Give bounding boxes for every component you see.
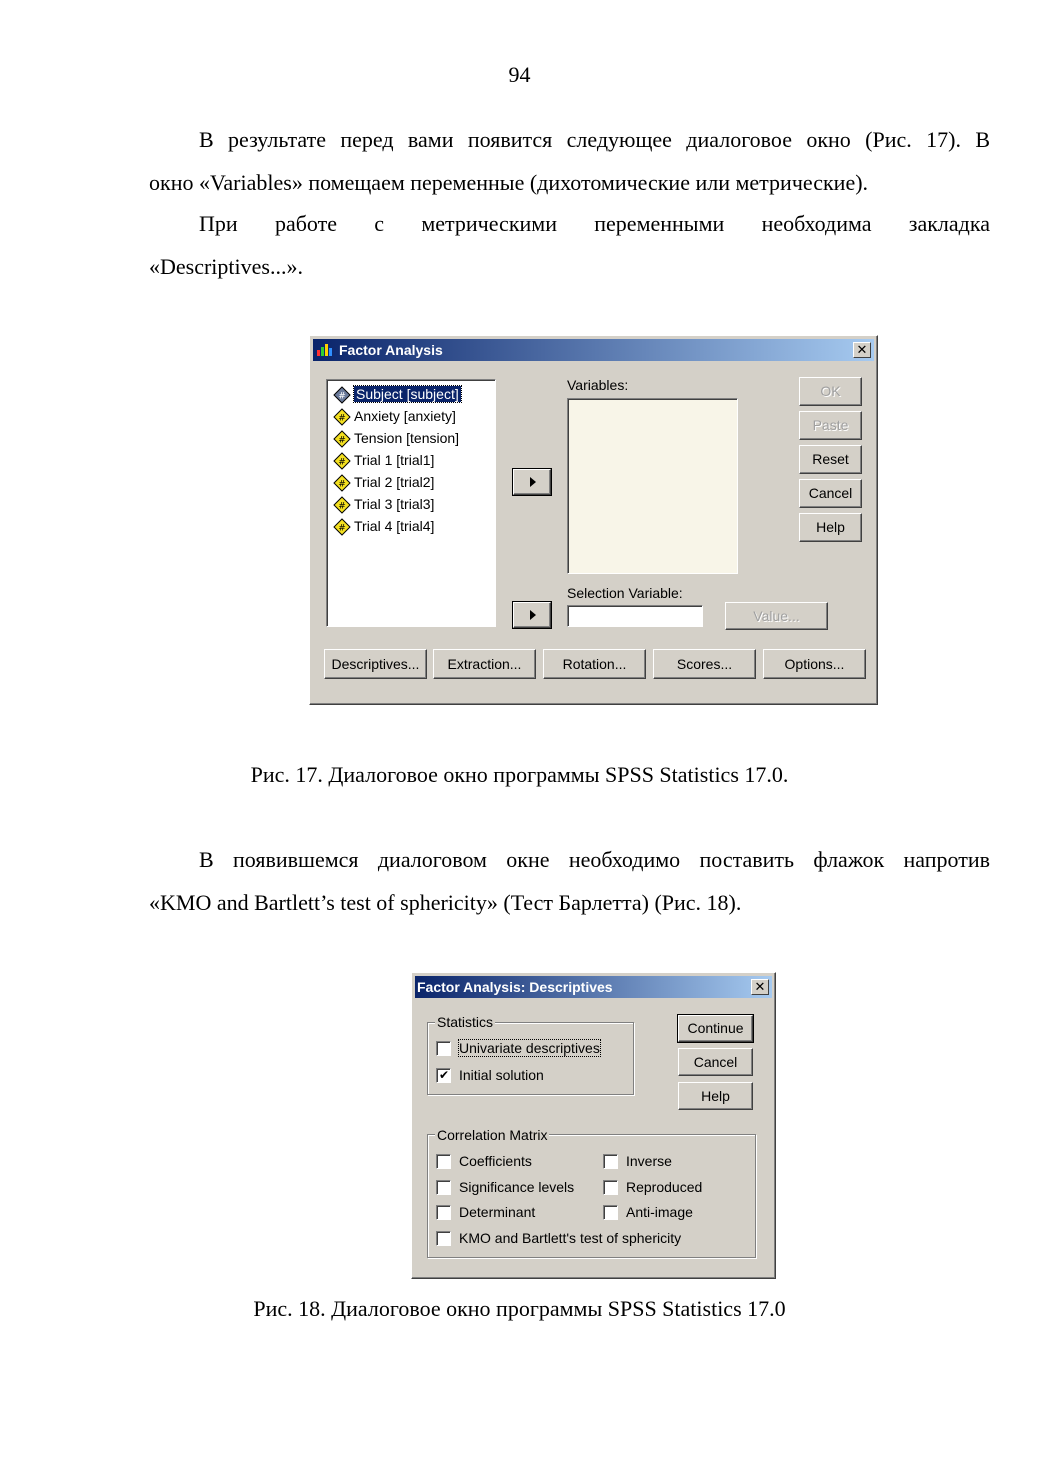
checkbox-box[interactable] xyxy=(603,1154,618,1169)
descriptives-dialog xyxy=(411,972,776,1279)
variables-list[interactable] xyxy=(567,398,738,574)
kmo-bartlett-label: KMO and Bartlett's test of sphericity xyxy=(459,1230,682,1246)
numeric-variable-icon xyxy=(333,474,351,492)
dialog-title: Factor Analysis: Descriptives xyxy=(417,979,613,995)
list-item[interactable]: # Subject [subject] xyxy=(333,384,461,404)
coefficients-checkbox[interactable] xyxy=(436,1153,532,1170)
spss-app-icon xyxy=(317,344,333,356)
value-button[interactable]: Value... xyxy=(725,602,828,630)
checkbox-box[interactable] xyxy=(603,1180,618,1195)
svg-text:#: # xyxy=(338,413,346,424)
close-icon[interactable]: ✕ xyxy=(853,342,871,358)
correlation-matrix-title: Correlation Matrix xyxy=(437,1127,548,1143)
anti-image-checkbox[interactable] xyxy=(603,1204,693,1221)
paragraph-1-line-1: В результате перед вами появится следующее диалоговое окно (Рис. 17). В xyxy=(199,127,990,152)
checkbox-box[interactable] xyxy=(436,1205,451,1220)
list-item[interactable]: # Trial 1 [trial1] xyxy=(333,450,434,470)
arrow-right-icon xyxy=(530,610,536,620)
svg-text:#: # xyxy=(338,435,346,446)
reproduced-checkbox[interactable] xyxy=(603,1179,702,1196)
list-item[interactable]: # Trial 3 [trial3] xyxy=(333,494,434,514)
reproduced-label: Reproduced xyxy=(626,1179,703,1195)
checkbox-box[interactable] xyxy=(603,1205,618,1220)
paragraph-1 xyxy=(149,118,990,204)
kmo-bartlett-checkbox[interactable] xyxy=(436,1230,681,1247)
dialog-titlebar xyxy=(415,976,772,998)
inverse-label: Inverse xyxy=(626,1153,672,1169)
check-mark-icon: ✔ xyxy=(439,1067,450,1082)
variables-label: Variables: xyxy=(567,377,629,393)
selection-variable-label: Selection Variable: xyxy=(567,585,683,601)
paragraph-3 xyxy=(149,838,990,924)
univariate-label: Univariate descriptives xyxy=(459,1040,600,1056)
list-item[interactable]: # Trial 4 [trial4] xyxy=(333,516,434,536)
source-variable-list[interactable] xyxy=(326,379,496,627)
list-item[interactable]: # Anxiety [anxiety] xyxy=(333,406,456,426)
anti-image-label: Anti-image xyxy=(626,1204,693,1220)
significance-levels-label: Significance levels xyxy=(459,1179,575,1195)
numeric-variable-icon xyxy=(333,518,351,536)
univariate-checkbox[interactable] xyxy=(436,1040,600,1057)
inverse-checkbox[interactable] xyxy=(603,1153,672,1170)
significance-levels-checkbox[interactable] xyxy=(436,1179,574,1196)
dialog-titlebar xyxy=(313,339,874,361)
checkbox-box[interactable] xyxy=(436,1154,451,1169)
determinant-checkbox[interactable] xyxy=(436,1204,535,1221)
svg-text:#: # xyxy=(338,457,346,468)
paragraph-3-line-1: В появившемся диалоговом окне необходимо поставить флажок напротив xyxy=(199,847,990,872)
initial-solution-label: Initial solution xyxy=(459,1067,544,1083)
checkbox-box[interactable] xyxy=(436,1068,451,1083)
svg-text:#: # xyxy=(338,523,346,534)
determinant-label: Determinant xyxy=(459,1204,536,1220)
svg-text:#: # xyxy=(338,479,346,490)
paste-button[interactable]: Paste xyxy=(799,411,862,440)
statistics-group-title: Statistics xyxy=(437,1014,494,1030)
cancel-button[interactable]: Cancel xyxy=(799,479,862,508)
paragraph-1-line-2: окно «Variables» помещаем переменные (дихотомические или метрические). xyxy=(149,170,869,195)
coefficients-label: Coefficients xyxy=(459,1153,532,1169)
checkbox-box[interactable] xyxy=(436,1180,451,1195)
move-to-selection-button[interactable] xyxy=(513,602,551,628)
arrow-right-icon xyxy=(530,477,536,487)
figure-18-caption: Рис. 18. Диалоговое окно программы SPSS Statistics 17.0 xyxy=(253,1296,786,1321)
initial-solution-checkbox[interactable] xyxy=(436,1067,544,1084)
help-button[interactable]: Help xyxy=(799,513,862,542)
rotation-button[interactable]: Rotation... xyxy=(543,649,646,679)
descriptives-button[interactable]: Descriptives... xyxy=(324,649,427,679)
list-item[interactable]: # Trial 2 [trial2] xyxy=(333,472,434,492)
ok-button[interactable]: OK xyxy=(799,377,862,406)
cancel-button[interactable]: Cancel xyxy=(678,1048,753,1076)
continue-button[interactable]: Continue xyxy=(678,1015,753,1042)
reset-button[interactable]: Reset xyxy=(799,445,862,474)
list-item[interactable]: # Tension [tension] xyxy=(333,428,459,448)
paragraph-2-line-1: При работе с метрическими переменными необходима закладка xyxy=(199,211,990,236)
numeric-variable-icon xyxy=(333,452,351,470)
help-button[interactable]: Help xyxy=(678,1082,753,1110)
paragraph-2-line-2: «Descriptives...». xyxy=(149,254,303,279)
statistics-group xyxy=(427,1022,634,1095)
selection-variable-field[interactable] xyxy=(567,605,703,627)
svg-text:#: # xyxy=(338,501,346,512)
numeric-variable-icon xyxy=(333,386,351,404)
close-icon[interactable]: ✕ xyxy=(751,979,769,995)
factor-analysis-dialog xyxy=(309,335,878,705)
dialog-title: Factor Analysis xyxy=(339,342,443,358)
numeric-variable-icon xyxy=(333,496,351,514)
paragraph-2 xyxy=(149,202,990,288)
options-button[interactable]: Options... xyxy=(763,649,866,679)
scores-button[interactable]: Scores... xyxy=(653,649,756,679)
checkbox-box[interactable] xyxy=(436,1231,451,1246)
numeric-variable-icon xyxy=(333,408,351,426)
numeric-variable-icon xyxy=(333,430,351,448)
svg-text:#: # xyxy=(338,391,346,402)
extraction-button[interactable]: Extraction... xyxy=(433,649,536,679)
move-to-variables-button[interactable] xyxy=(513,469,551,495)
paragraph-3-line-2: «KMO and Bartlett’s test of sphericity» (Тест Барлетта) (Рис. 18). xyxy=(149,890,742,915)
checkbox-box[interactable] xyxy=(436,1041,451,1056)
page-number: 94 xyxy=(508,62,531,87)
figure-17-caption: Рис. 17. Диалоговое окно программы SPSS Statistics 17.0. xyxy=(250,762,789,787)
